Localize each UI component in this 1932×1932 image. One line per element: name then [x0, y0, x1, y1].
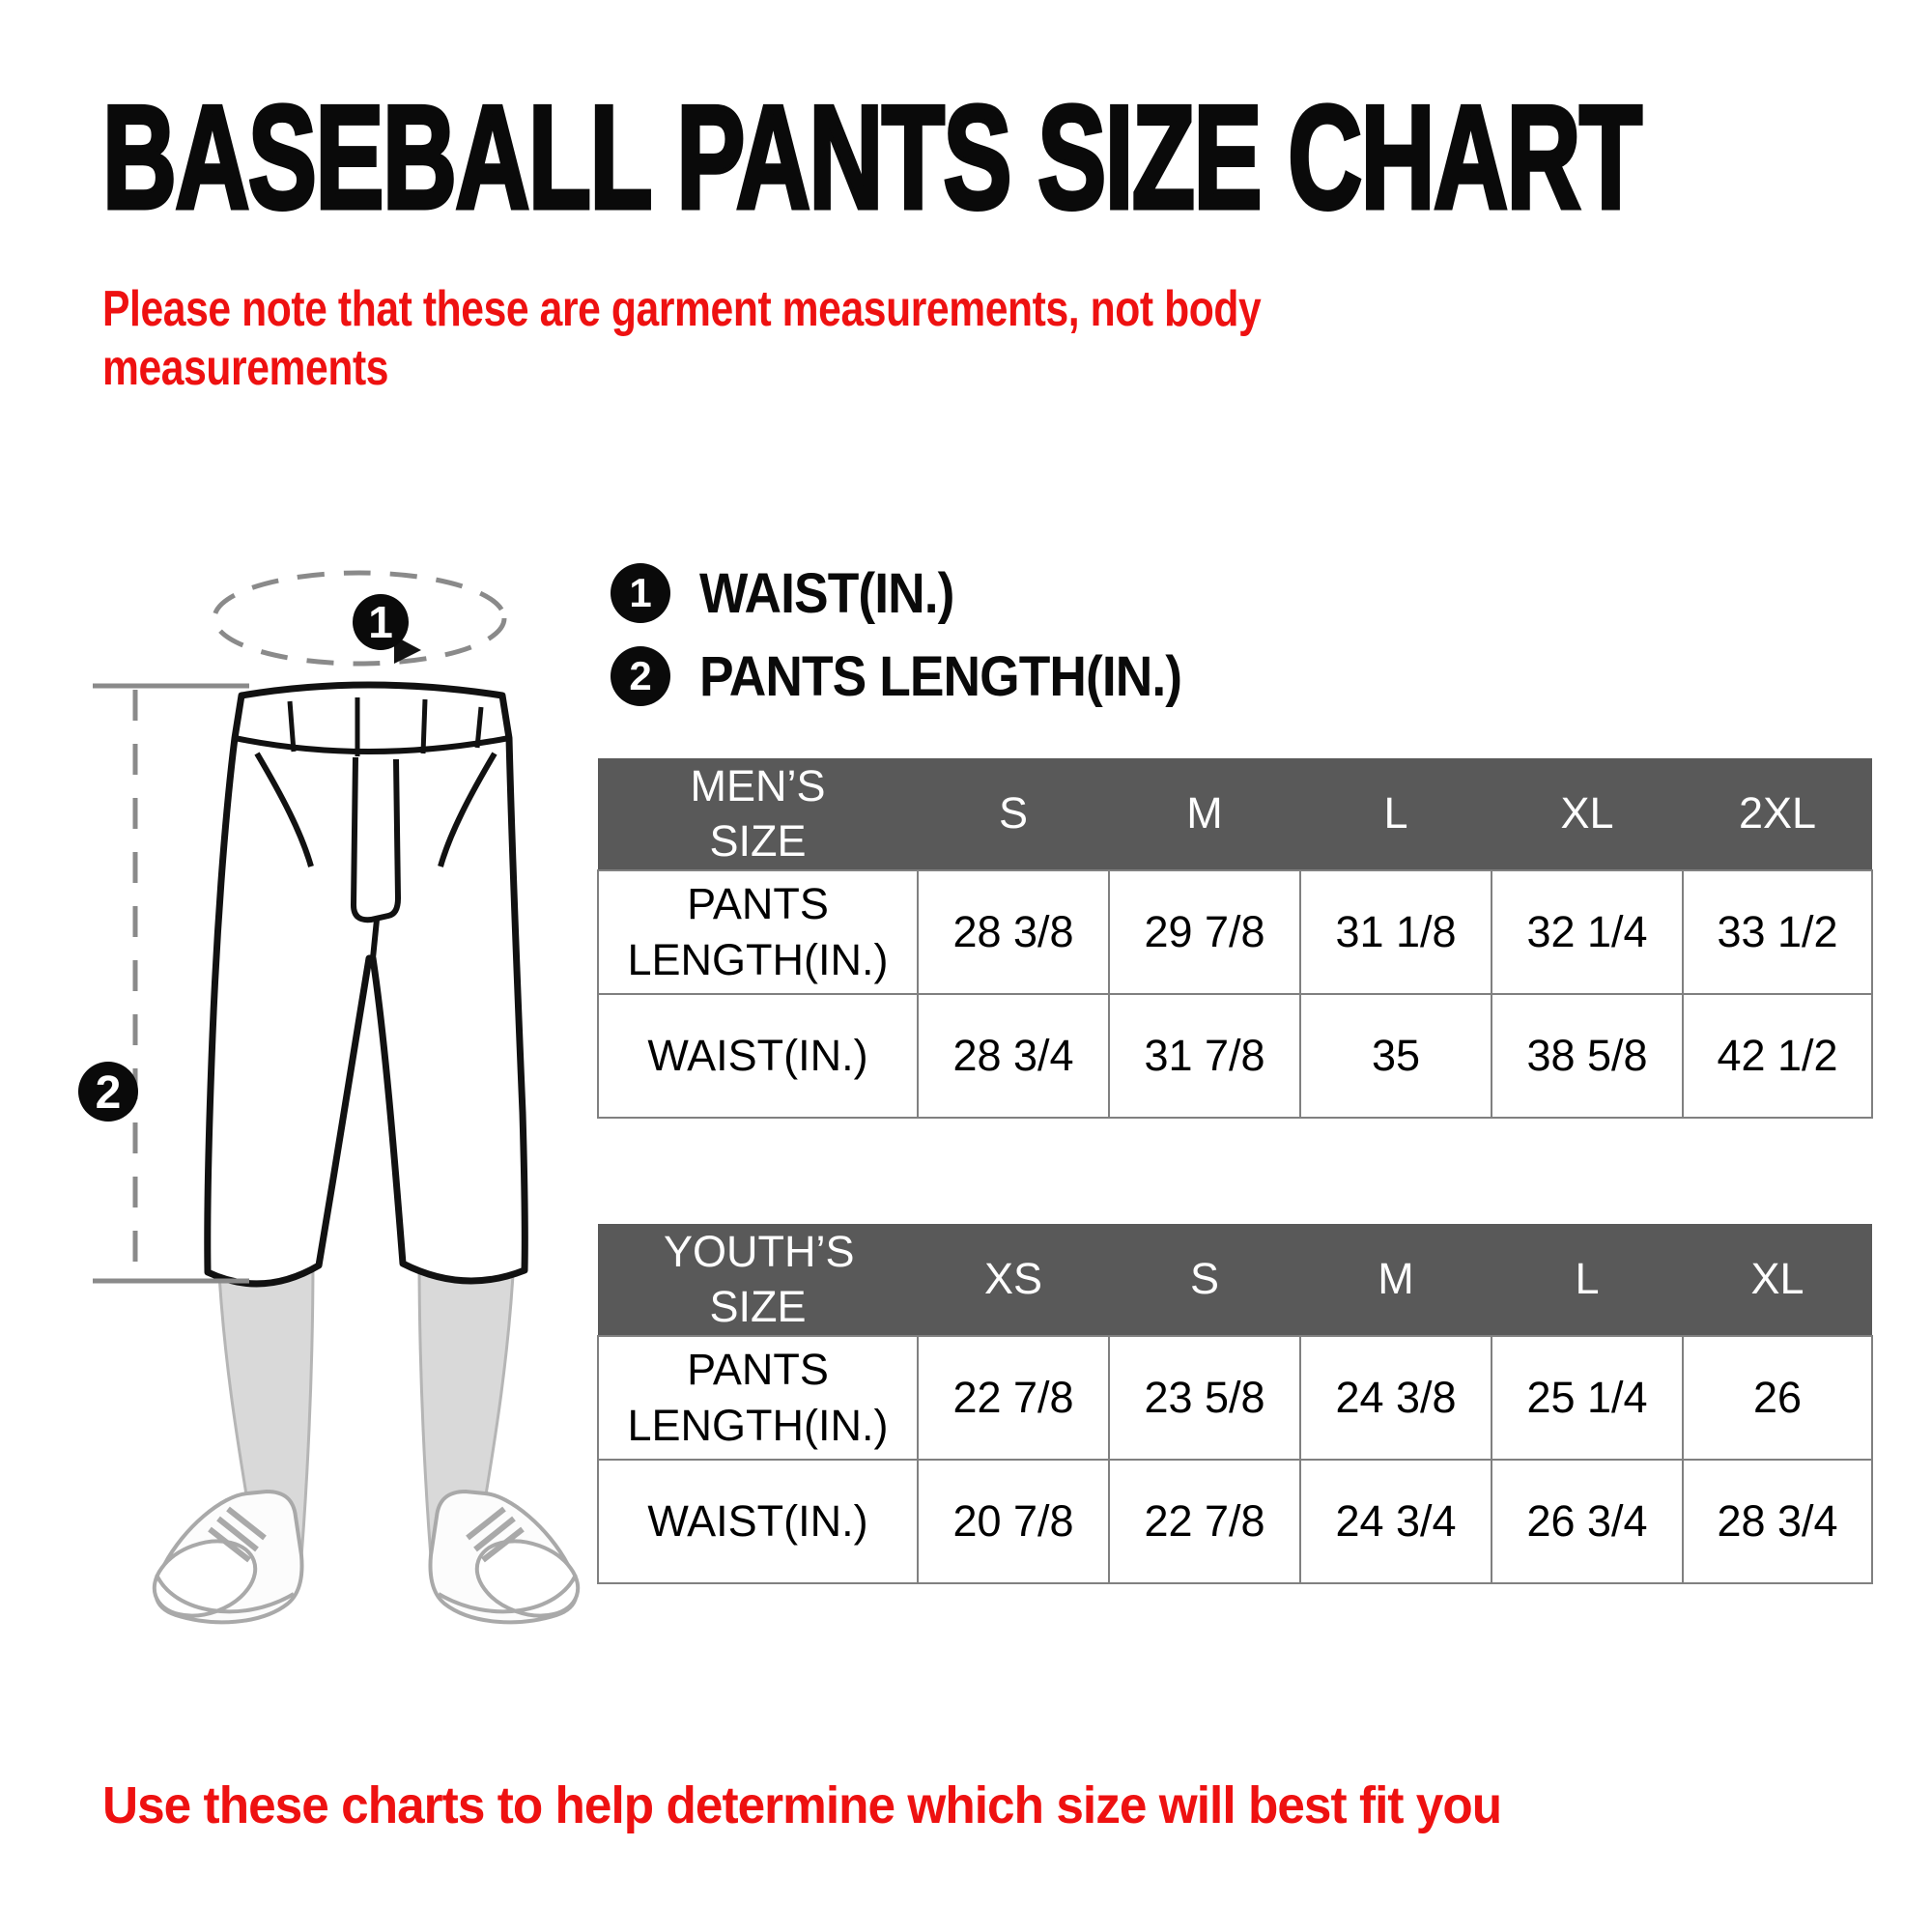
mens-pants-length-row	[598, 870, 1872, 994]
legend-item-length	[611, 645, 1224, 707]
page-title: BASEBALL PANTS SIZE CHART	[102, 75, 1641, 240]
table-cell: 33 1/2	[1683, 870, 1872, 994]
table-cell: 31 7/8	[1109, 994, 1300, 1118]
row-label: PANTS LENGTH(IN.)	[598, 870, 918, 994]
table-cell: 31 1/8	[1300, 870, 1492, 994]
mens-header-row	[598, 758, 1872, 870]
length-marker-number: 2	[95, 1067, 122, 1119]
mens-size-xl: XL	[1492, 758, 1683, 870]
table-cell: 28 3/8	[918, 870, 1109, 994]
youths-size-m: M	[1300, 1224, 1492, 1336]
table-cell: 20 7/8	[918, 1460, 1109, 1583]
mens-waist-row	[598, 994, 1872, 1118]
pants-outline	[208, 685, 526, 1284]
youths-size-s: S	[1109, 1224, 1300, 1336]
table-cell: 22 7/8	[918, 1336, 1109, 1460]
legend-label-waist: WAIST(IN.)	[699, 561, 954, 625]
table-cell: 35	[1300, 994, 1492, 1118]
youths-size-xl: XL	[1683, 1224, 1872, 1336]
measurement-legend	[611, 562, 1224, 728]
row-label: WAIST(IN.)	[598, 994, 918, 1118]
table-cell: 26	[1683, 1336, 1872, 1460]
table-cell: 24 3/4	[1300, 1460, 1492, 1583]
table-cell: 38 5/8	[1492, 994, 1683, 1118]
row-label: PANTS LENGTH(IN.)	[598, 1336, 918, 1460]
mens-size-table	[597, 758, 1873, 1119]
table-cell: 24 3/8	[1300, 1336, 1492, 1460]
legend-badge-1: 1	[611, 563, 670, 623]
waist-marker-number: 1	[368, 597, 393, 647]
table-cell: 28 3/4	[918, 994, 1109, 1118]
mens-size-l: L	[1300, 758, 1492, 870]
youths-size-table	[597, 1224, 1873, 1584]
youths-header-row	[598, 1224, 1872, 1336]
table-cell: 28 3/4	[1683, 1460, 1872, 1583]
pants-illustration	[58, 533, 618, 1721]
mens-size-m: M	[1109, 758, 1300, 870]
mens-size-s: S	[918, 758, 1109, 870]
table-cell: 25 1/4	[1492, 1336, 1683, 1460]
table-cell: 26 3/4	[1492, 1460, 1683, 1583]
youths-waist-row	[598, 1460, 1872, 1583]
table-cell: 29 7/8	[1109, 870, 1300, 994]
mens-size-2xl: 2XL	[1683, 758, 1872, 870]
legend-item-waist	[611, 562, 1224, 624]
table-cell: 22 7/8	[1109, 1460, 1300, 1583]
youths-size-l: L	[1492, 1224, 1683, 1336]
right-shoe	[431, 1492, 589, 1629]
table-cell: 23 5/8	[1109, 1336, 1300, 1460]
left-shoe	[144, 1492, 302, 1629]
legend-badge-2: 2	[611, 646, 670, 706]
youths-size-xs: XS	[918, 1224, 1109, 1336]
fit-advice-note: Use these charts to help determine which size will best fit you	[102, 1776, 1502, 1834]
legend-label-length: PANTS LENGTH(IN.)	[699, 644, 1182, 708]
mens-size-header-cell: MEN’S SIZE	[598, 758, 918, 870]
row-label: WAIST(IN.)	[598, 1460, 918, 1583]
youths-size-header-cell: YOUTH’S SIZE	[598, 1224, 918, 1336]
youths-pants-length-row	[598, 1336, 1872, 1460]
table-cell: 42 1/2	[1683, 994, 1872, 1118]
table-cell: 32 1/4	[1492, 870, 1683, 994]
garment-measurement-note: Please note that these are garment measurements, not body measurements	[102, 281, 1262, 397]
